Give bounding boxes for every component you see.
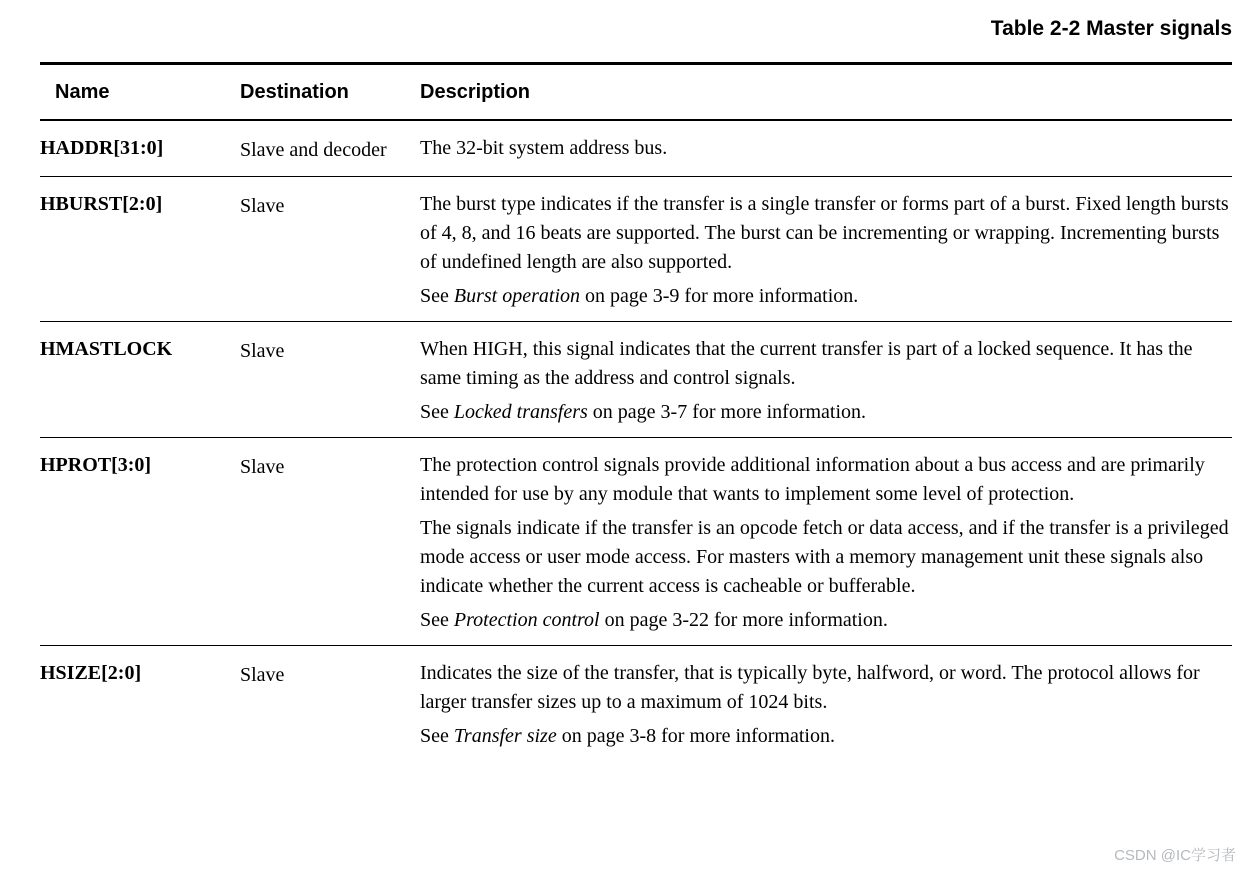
signal-name: HBURST[2:0] [40, 193, 163, 215]
description-paragraph: See Transfer size on page 3-8 for more information. [420, 725, 835, 747]
table-row [40, 322, 1232, 438]
column-header-name: Name [55, 81, 110, 103]
table-row [40, 646, 1232, 762]
cross-reference: Transfer size [453, 725, 557, 747]
signal-destination: Slave [240, 456, 285, 478]
column-header-destination: Destination [240, 81, 349, 103]
signal-description [420, 438, 1232, 646]
signal-name: HPROT[3:0] [40, 454, 152, 476]
signal-destination: Slave and decoder [240, 139, 387, 161]
column-header-description: Description [420, 81, 531, 103]
description-paragraph: The protection control signals provide additional information about a bus access and are primarily intended for use by any module that wants to implement some level of protection. [420, 454, 1205, 505]
signal-destination: Slave [240, 195, 285, 217]
signals-table [40, 62, 1232, 761]
signal-destination: Slave [240, 664, 285, 686]
cross-reference: Protection control [453, 609, 600, 631]
description-paragraph: The signals indicate if the transfer is an opcode fetch or data access, and if the transfer is a privileged mode access or user mode access. For masters with a memory management unit these signals also indicate whether the current access is cacheable or bufferable. [420, 517, 1229, 597]
cross-reference: Burst operation [453, 285, 581, 307]
description-paragraph: Indicates the size of the transfer, that is typically byte, halfword, or word. The protocol allows for larger transfer sizes up to a maximum of 1024 bits. [420, 662, 1200, 713]
description-paragraph: See Burst operation on page 3-9 for more information. [420, 285, 859, 307]
signal-description [420, 120, 1232, 177]
signal-description [420, 322, 1232, 438]
signal-description [420, 646, 1232, 762]
description-paragraph: The 32-bit system address bus. [420, 137, 668, 159]
header-row [40, 64, 1232, 121]
description-paragraph: When HIGH, this signal indicates that the current transfer is part of a locked sequence. It has the same timing as the address and control signals. [420, 338, 1193, 389]
cross-reference: Locked transfers [453, 401, 588, 423]
signal-name: HSIZE[2:0] [40, 662, 142, 684]
watermark: CSDN @IC学习者 [1114, 847, 1236, 864]
signal-name: HADDR[31:0] [40, 137, 164, 159]
table-row [40, 177, 1232, 322]
description-paragraph: See Locked transfers on page 3-7 for more information. [420, 401, 867, 423]
signal-description [420, 177, 1232, 322]
description-paragraph: The burst type indicates if the transfer is a single transfer or forms part of a burst. Fixed length bursts of 4, 8, and 16 beats are supported. The burst can be incrementing or wrapping. Incrementing bursts of undefined length are also supported. [420, 193, 1229, 273]
table-row [40, 438, 1232, 646]
table-caption: Table 2-2 Master signals [990, 17, 1232, 40]
description-paragraph: See Protection control on page 3-22 for more information. [420, 609, 888, 631]
signal-destination: Slave [240, 340, 285, 362]
table-row [40, 120, 1232, 177]
signal-name: HMASTLOCK [40, 338, 173, 360]
